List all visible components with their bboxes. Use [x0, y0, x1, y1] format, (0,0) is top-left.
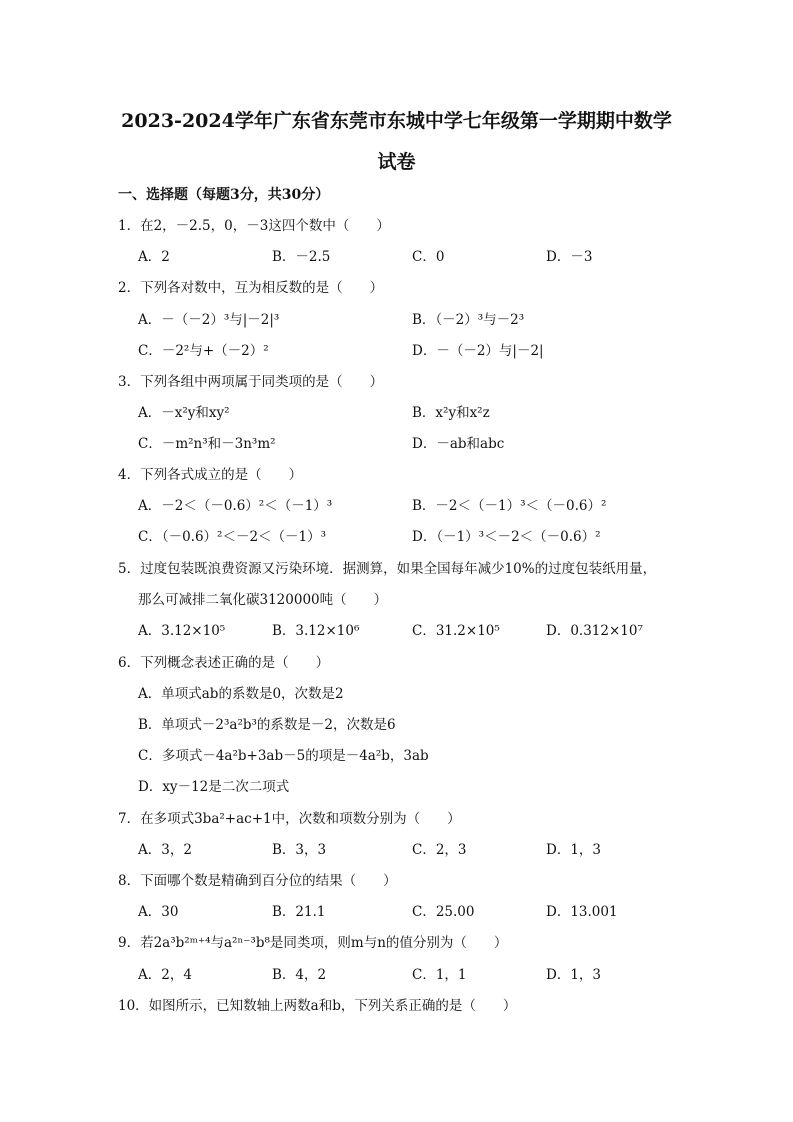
question-7-option-c: C．2，3 — [412, 842, 467, 858]
question-7-option-d: D．1，3 — [546, 842, 602, 858]
question-5-option-d: D．0.312×10⁷ — [546, 623, 643, 639]
question-9-option-d: D．1，3 — [546, 967, 602, 983]
question-4-option-b: B．－2＜（－1）³＜（－0.6）² — [412, 498, 607, 514]
section-heading: 一、选择题（每题3分，共30分） — [118, 187, 330, 203]
question-2-stem: 2．下列各对数中，互为相反数的是（ ） — [118, 280, 384, 296]
question-9-option-b: B．4，2 — [272, 967, 327, 983]
question-1-option-a: A．2 — [138, 249, 170, 265]
question-6-stem: 6．下列概念表述正确的是（ ） — [118, 655, 330, 671]
question-4-option-d: D．（－1）³＜－2＜（－0.6）² — [412, 529, 601, 545]
question-8-stem: 8．下面哪个数是精确到百分位的结果（ ） — [118, 873, 397, 889]
question-5-stem: 5．过度包装既浪费资源又污染环境．据测算，如果全国每年减少10%的过度包装纸用量， — [118, 561, 657, 577]
question-2-option-c: C．－2²与+（－2）² — [138, 343, 269, 359]
question-9-option-a: A．2，4 — [138, 967, 192, 983]
question-1-option-b: B．－2.5 — [272, 249, 331, 265]
question-5-option-a: A．3.12×10⁵ — [138, 623, 226, 639]
question-3-option-c: C．－m²n³和－3n³m² — [138, 436, 276, 452]
question-4-option-c: C．（－0.6）²＜－2＜（－1）³ — [138, 529, 327, 545]
question-8-option-a: A．30 — [138, 904, 179, 920]
question-7-option-b: B．3，3 — [272, 842, 327, 858]
question-8-option-b: B．21.1 — [272, 904, 326, 920]
question-6-option-b: B．单项式－2³a²b³的系数是－2，次数是6 — [138, 717, 396, 733]
question-6-option-d: D．xy－12是二次二项式 — [138, 779, 290, 795]
question-5-option-c: C．31.2×10⁵ — [412, 623, 500, 639]
question-3-stem: 3．下列各组中两项属于同类项的是（ ） — [118, 374, 384, 390]
question-4-option-a: A．－2＜（－0.6）²＜（－1）³ — [138, 498, 333, 514]
question-3-option-a: A．－x²y和xy² — [138, 405, 230, 421]
question-1-stem: 1．在2，－2.5，0，－3这四个数中（ ） — [118, 218, 390, 234]
question-3-option-d: D．－ab和abc — [412, 436, 505, 452]
question-9-stem: 9．若2a³b²ᵐ⁺⁴与a²ⁿ⁻³b⁸是同类项，则m与n的值分别为（ ） — [118, 935, 508, 951]
page-title-continued: 试卷 — [377, 151, 416, 173]
question-1-option-d: D．－3 — [546, 249, 593, 265]
question-1-option-c: C．0 — [412, 249, 445, 265]
question-8-option-c: C．25.00 — [412, 904, 475, 920]
question-5-option-b: B．3.12×10⁶ — [272, 623, 360, 639]
page-title: 2023-2024学年广东省东莞市东城中学七年级第一学期期中数学 — [121, 110, 672, 132]
question-3-option-b: B．x²y和x²z — [412, 405, 490, 421]
question-5-stem-continued: 那么可减排二氧化碳3120000吨（ ） — [138, 592, 388, 608]
question-2-option-a: A．－（－2）³与|－2|³ — [138, 312, 280, 328]
question-10-stem: 10．如图所示，已知数轴上两数a和b，下列关系正确的是（ ） — [118, 998, 517, 1014]
question-2-option-d: D．－（－2）与|－2| — [412, 343, 544, 359]
question-6-option-c: C．多项式－4a²b+3ab－5的项是－4a²b，3ab — [138, 748, 429, 764]
question-6-option-a: A．单项式ab的系数是0，次数是2 — [138, 686, 344, 702]
question-4-stem: 4．下列各式成立的是（ ） — [118, 467, 303, 483]
question-7-option-a: A．3，2 — [138, 842, 192, 858]
question-9-option-c: C．1，1 — [412, 967, 467, 983]
question-8-option-d: D．13.001 — [546, 904, 618, 920]
question-7-stem: 7．在多项式3ba²+ac+1中，次数和项数分别为（ ） — [118, 811, 461, 827]
question-2-option-b: B．（－2）³与－2³ — [412, 312, 525, 328]
